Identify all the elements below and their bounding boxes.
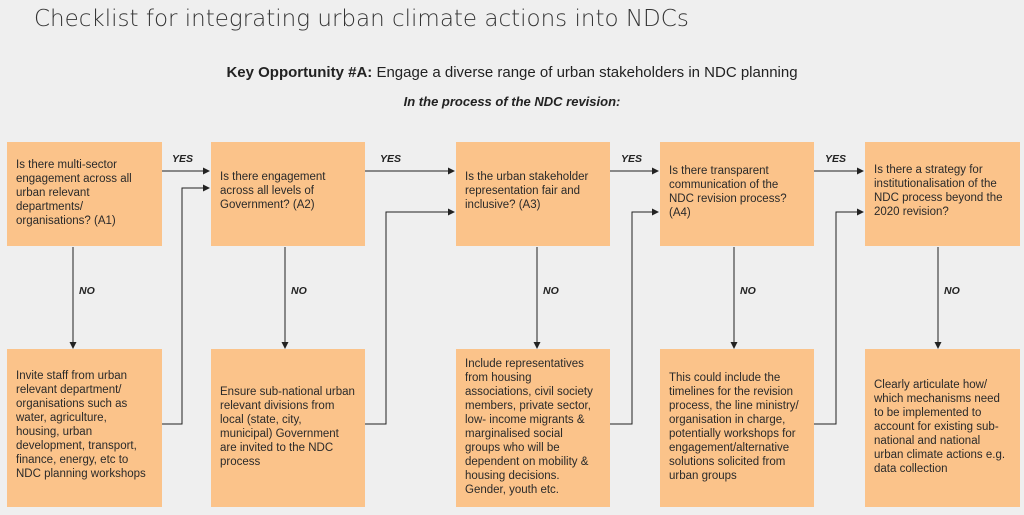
question-box-a5: Is there a strategy for institutionalisation of the NDC process beyond the 2020 revision? xyxy=(865,142,1020,246)
action-box-a3: Include representatives from housing associations, civil society members, private sector, low- income migrants & marginalised social groups who will be dependent on mobility & housing decisions. Gender, youth etc. xyxy=(456,349,610,507)
yes-label-2: YES xyxy=(380,153,402,165)
key-opportunity-label: Key Opportunity #A: xyxy=(226,64,373,81)
action-box-a2: Ensure sub-national urban relevant divisions from local (state, city, municipal) Government are invited to the NDC process xyxy=(211,349,365,507)
return-arrow-2 xyxy=(365,212,454,424)
question-box-a4: Is there transparent communication of the NDC revision process? (A4) xyxy=(660,142,814,246)
question-box-a2: Is there engagement across all levels of Government? (A2) xyxy=(211,142,365,246)
action-box-a5: Clearly articulate how/ which mechanisms need to be implemented to account for existing sub-national and national urban climate actions e.g. data collection xyxy=(865,349,1020,507)
question-box-a1: Is there multi-sector engagement across all urban relevant departments/ organisations? (A1) xyxy=(7,142,162,246)
question-box-a3: Is the urban stakeholder representation fair and inclusive? (A3) xyxy=(456,142,610,246)
no-label-3: NO xyxy=(543,285,559,297)
action-box-a4: This could include the timelines for the revision process, the line ministry/ organisation in charge, potentially workshops for engagement/alternative solutions solicited from urban groups xyxy=(660,349,814,507)
no-label-5: NO xyxy=(944,285,960,297)
process-heading: In the process of the NDC revision: xyxy=(403,94,621,109)
return-arrow-1 xyxy=(162,188,209,424)
key-opportunity-text: Engage a diverse range of urban stakeholders in NDC planning xyxy=(376,64,798,81)
no-label-2: NO xyxy=(291,285,307,297)
return-arrow-3 xyxy=(610,212,658,424)
yes-label-3: YES xyxy=(621,153,643,165)
no-label-1: NO xyxy=(79,285,95,297)
no-label-4: NO xyxy=(740,285,756,297)
yes-label-4: YES xyxy=(825,153,847,165)
page-title: Checklist for integrating urban climate actions into NDCs xyxy=(34,6,689,32)
return-arrow-4 xyxy=(814,212,863,424)
action-box-a1: Invite staff from urban relevant department/ organisations such as water, agriculture, housing, urban development, transport, finance, energy, etc to NDC planning workshops xyxy=(7,349,162,507)
yes-label-1: YES xyxy=(172,153,194,165)
